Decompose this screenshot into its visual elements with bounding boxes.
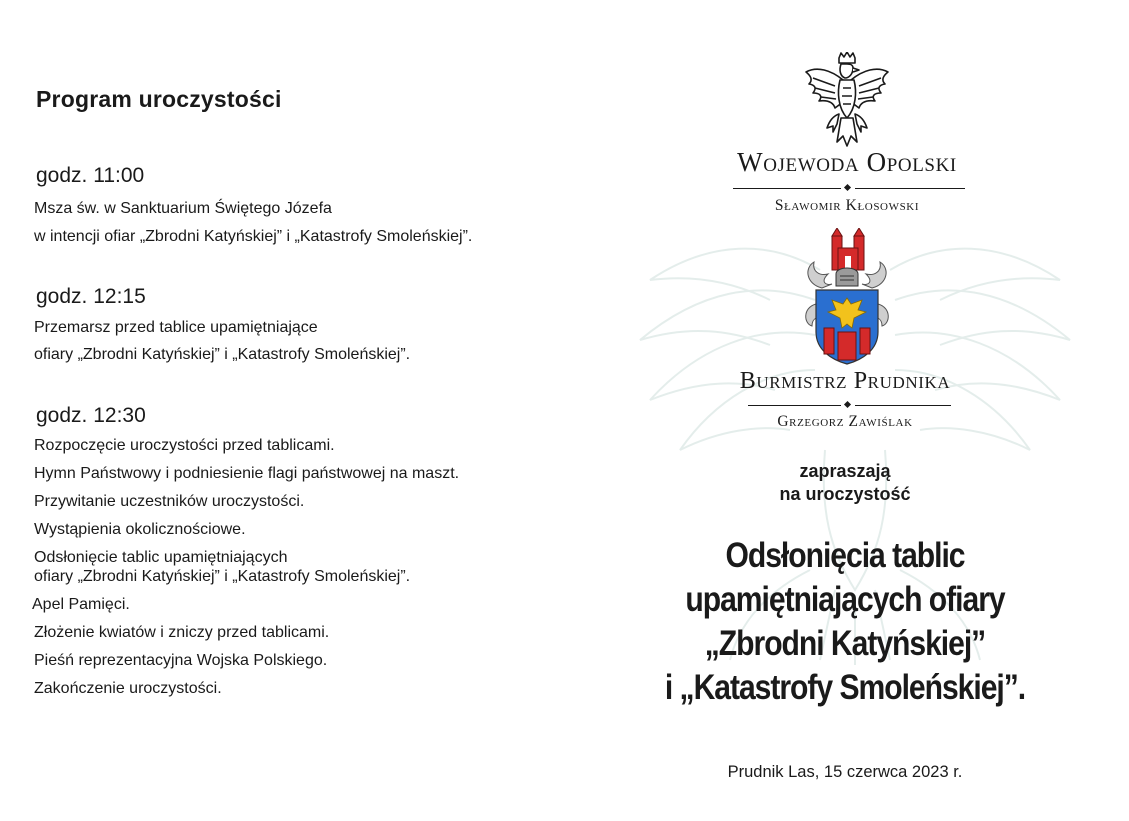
invite-line: na uroczystość <box>779 484 911 504</box>
divider-left <box>748 405 841 406</box>
time-label: godz. 11:00 <box>36 164 145 187</box>
program-line: Zakończenie uroczystości. <box>34 680 222 697</box>
program-line: Przywitanie uczestników uroczystości. <box>34 493 305 510</box>
program-title: Program uroczystości <box>36 86 282 112</box>
white-eagle-emblem-icon <box>803 52 891 148</box>
event-title-line: Odsłonięcia tablic <box>725 536 965 575</box>
host1-title: Wojewoda Opolski <box>737 147 957 177</box>
program-line: Msza św. w Sanktuarium Świętego Józefa <box>34 200 332 217</box>
event-title-line: i „Katastrofy Smoleńskiej”. <box>664 668 1026 707</box>
program-line: Odsłonięcie tablic upamiętniających <box>34 549 288 566</box>
invitation-text <box>700 460 990 506</box>
host1-name: Sławomir Kłosowski <box>774 197 920 214</box>
program-line: w intencji ofiar „Zbrodni Katyńskiej” i „Katastrofy Smoleńskiej”. <box>34 228 473 245</box>
program-line: Złożenie kwiatów i zniczy przed tablicami. <box>34 624 330 641</box>
event-title-line: „Zbrodni Katyńskiej” <box>704 624 986 663</box>
program-line: ofiary „Zbrodni Katyńskiej” i „Katastrofy Smoleńskiej”. <box>34 346 411 363</box>
host2-title: Burmistrz Prudnika <box>739 368 951 394</box>
divider-right <box>855 188 965 189</box>
place-date: Prudnik Las, 15 czerwca 2023 r. <box>727 763 963 781</box>
time-label: godz. 12:15 <box>36 285 146 308</box>
host2-name: Grzegorz Zawiślak <box>777 413 913 430</box>
program-line: ofiary „Zbrodni Katyńskiej” i „Katastrofy Smoleńskiej”. <box>34 568 411 585</box>
event-title-line: upamiętniających ofiary <box>685 580 1005 619</box>
program-line: Apel Pamięci. <box>32 596 130 613</box>
event-title <box>634 534 1055 710</box>
prudnik-coat-of-arms-icon <box>802 228 892 366</box>
program-line: Pieśń reprezentacyjna Wojska Polskiego. <box>34 652 328 669</box>
time-label: godz. 12:30 <box>36 404 146 427</box>
divider-right <box>855 405 951 406</box>
program-line: Hymn Państwowy i podniesienie flagi państwowej na maszt. <box>34 465 460 482</box>
invite-line: zapraszają <box>799 461 891 481</box>
divider-left <box>733 188 841 189</box>
program-line: Rozpoczęcie uroczystości przed tablicami. <box>34 437 335 454</box>
program-line: Przemarsz przed tablice upamiętniające <box>34 319 318 336</box>
program-line: Wystąpienia okolicznościowe. <box>34 521 246 538</box>
